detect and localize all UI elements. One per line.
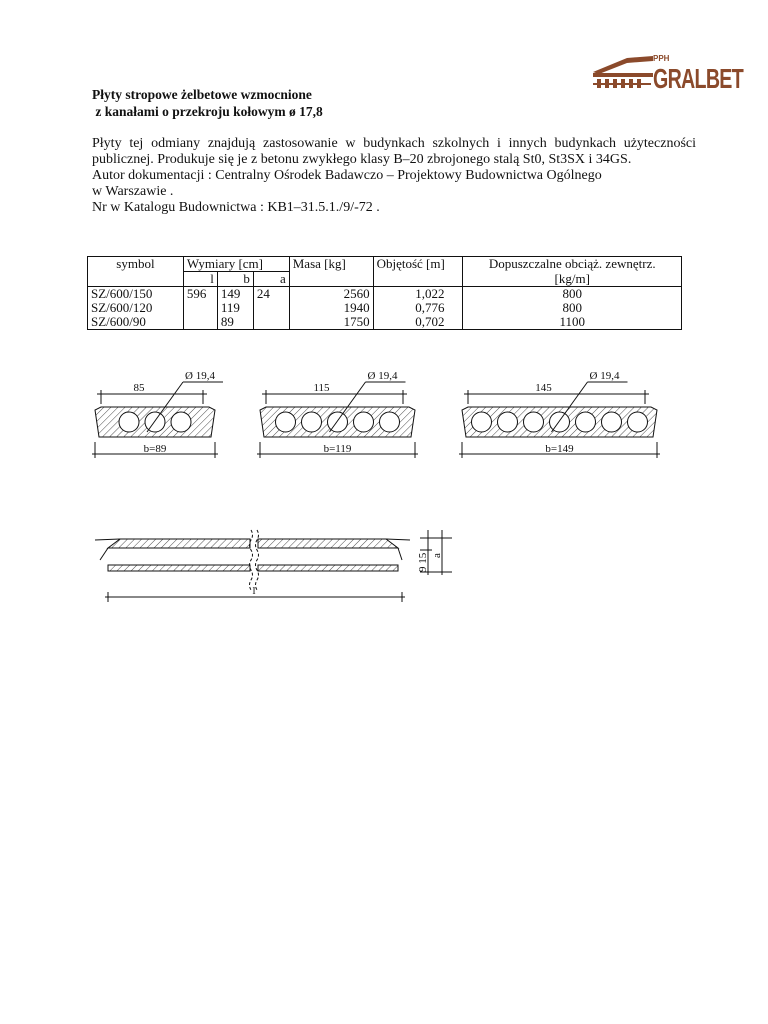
cell-l: 596 (183, 287, 217, 302)
cell-volume: 1,022 (373, 287, 463, 302)
header-load: Dopuszczalne obciąż. zewnętrz. (463, 257, 682, 272)
cell-symbol: SZ/600/150 (88, 287, 184, 302)
cell-load: 1100 (463, 315, 682, 330)
hole (119, 412, 139, 432)
hole-diameter-label: Ø 19,4 (589, 370, 620, 382)
hole (602, 412, 622, 432)
hole-diameter-label: Ø 19,4 (185, 370, 215, 382)
cell-mass: 1940 (289, 301, 373, 315)
hole (145, 412, 165, 432)
header-dimensions: Wymiary [cm] (183, 257, 289, 272)
top-dimension-label: 85 (133, 382, 145, 394)
bottom-dimension-label: b=149 (545, 443, 574, 455)
header-mass: Masa [kg] (289, 257, 373, 272)
logo-small-text: PPH (653, 54, 670, 63)
hole (472, 412, 492, 432)
table-row (88, 315, 682, 330)
cell-a: 24 (253, 287, 289, 302)
header-a: a (253, 272, 289, 287)
hole (276, 412, 296, 432)
bottom-dimension-label: b=89 (143, 443, 167, 455)
cell-mass: 1750 (289, 315, 373, 330)
hole (302, 412, 322, 432)
title-line-2: z kanałami o przekroju kołowym ø 17,8 (92, 104, 323, 119)
document-title (92, 86, 323, 120)
top-dimension-label: 145 (535, 382, 552, 394)
elevation-thickness-label: 9 15 (417, 552, 429, 572)
cell-b: 119 (217, 301, 253, 315)
slab-elevation (95, 530, 452, 602)
cell-l (183, 315, 217, 330)
cell-load: 800 (463, 301, 682, 315)
description-paragraph-1: Płyty tej odmiany znajdują zastosowanie w budynkach szkolnych i innych budynkach użyteczności publicznej. Produkuje się je z betonu zwykłego klasy B–20 zbrojonego stalą St0, St3SX i 34GS. (92, 136, 696, 167)
description-city: w Warszawie . (92, 184, 174, 199)
technical-drawings (80, 360, 680, 610)
header-b: b (217, 272, 253, 287)
specification-table (87, 256, 682, 330)
hole (524, 412, 544, 432)
cell-l (183, 301, 217, 315)
hole (576, 412, 596, 432)
logo-name-text: GRALBET (653, 63, 744, 92)
cell-a (253, 315, 289, 330)
cross-sections (92, 370, 660, 458)
cell-b: 149 (217, 287, 253, 302)
hole (628, 412, 648, 432)
hole (354, 412, 374, 432)
hole (498, 412, 518, 432)
gralbet-logo (593, 52, 745, 92)
title-line-1: Płyty stropowe żelbetowe wzmocnione (92, 87, 312, 102)
description-author: Autor dokumentacji : Centralny Ośrodek Badawczo – Projektowy Budownictwa Ogólnego (92, 168, 602, 183)
hole-diameter-label: Ø 19,4 (367, 370, 398, 382)
hole (550, 412, 570, 432)
cell-mass: 2560 (289, 287, 373, 302)
bottom-dimension-label: b=119 (323, 443, 352, 455)
hole (380, 412, 400, 432)
cell-volume: 0,702 (373, 315, 463, 330)
elevation-length-label: l (252, 585, 256, 597)
header-l: l (183, 272, 217, 287)
table-row (88, 287, 682, 302)
table-row (88, 301, 682, 315)
top-dimension-label: 115 (313, 382, 330, 394)
cell-symbol: SZ/600/90 (88, 315, 184, 330)
cell-volume: 0,776 (373, 301, 463, 315)
cell-load: 800 (463, 287, 682, 302)
elevation-height-label: a (431, 553, 443, 558)
description (92, 136, 696, 216)
cell-b: 89 (217, 315, 253, 330)
hole (328, 412, 348, 432)
header-symbol: symbol (88, 257, 184, 272)
header-load-unit: [kg/m] (463, 272, 682, 287)
description-catalog-number: Nr w Katalogu Budownictwa : KB1–31.5.1./9/-72 . (92, 200, 380, 215)
cell-symbol: SZ/600/120 (88, 301, 184, 315)
hole (171, 412, 191, 432)
header-volume: Objętość [m] (373, 257, 463, 272)
cell-a (253, 301, 289, 315)
